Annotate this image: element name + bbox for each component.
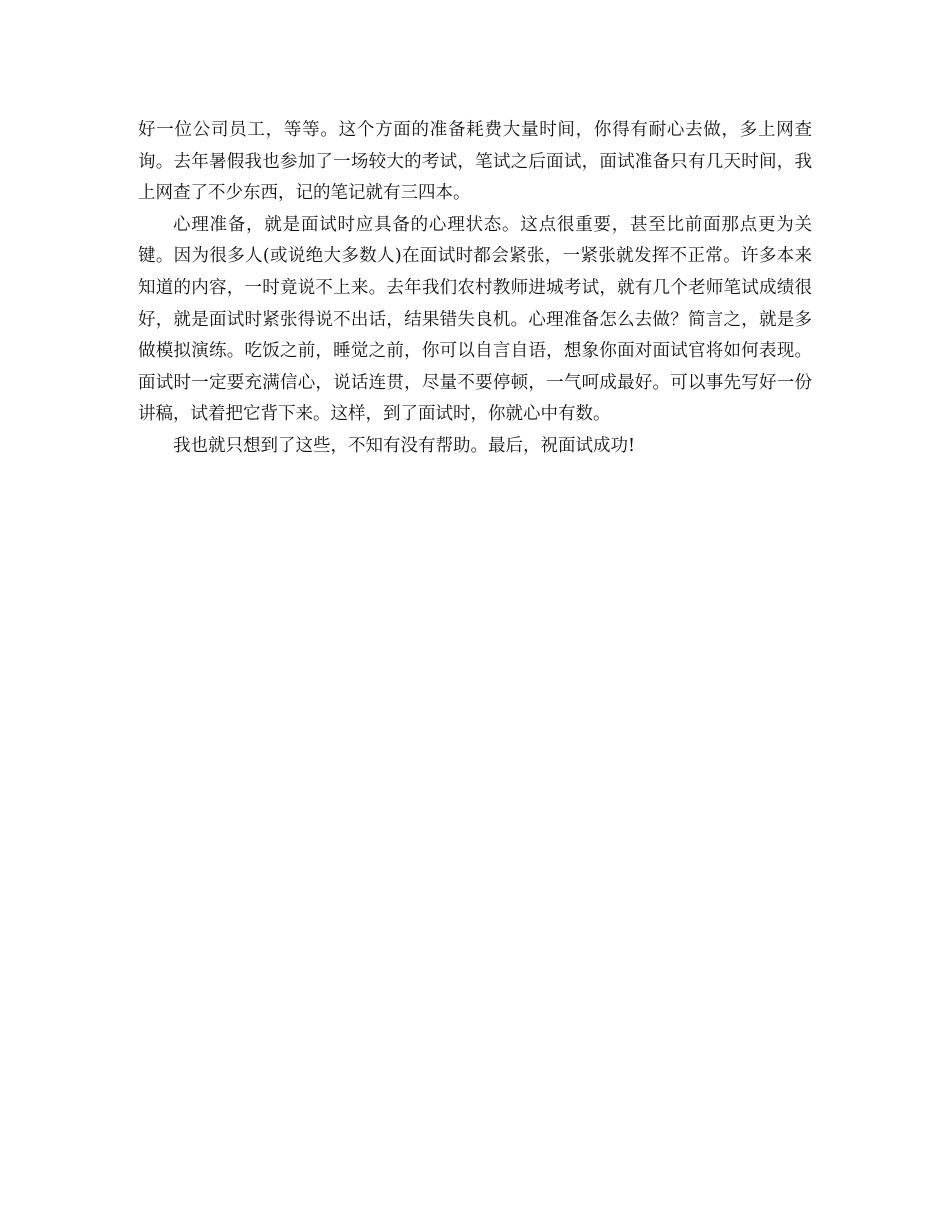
document-body bbox=[138, 115, 812, 463]
paragraph-psychological-preparation: 心理准备，就是面试时应具备的心理状态。这点很重要，甚至比前面那点更为关键。因为很多人(或说绝大多数人)在面试时都会紧张，一紧张就发挥不正常。许多本来知道的内容，一时竟说不上来。去年我们农村教师进城考试，就有几个老师笔试成绩很好，就是面试时紧张得说不出话，结果错失良机。心理准备怎么去做？简言之，就是多做模拟演练。吃饭之前，睡觉之前，你可以自言自语，想象你面对面试官将如何表现。面试时一定要充满信心，说话连贯，尽量不要停顿，一气呵成最好。可以事先写好一份讲稿，试着把它背下来。这样，到了面试时，你就心中有数。 bbox=[138, 214, 812, 425]
paragraph-closing: 我也就只想到了这些，不知有没有帮助。最后，祝面试成功! bbox=[173, 435, 636, 456]
paragraph-continuation: 好一位公司员工，等等。这个方面的准备耗费大量时间，你得有耐心去做，多上网查询。去年暑假我也参加了一场较大的考试，笔试之后面试，面试准备只有几天时间，我上网查了不少东西，记的笔记就有三四本。 bbox=[138, 120, 812, 204]
